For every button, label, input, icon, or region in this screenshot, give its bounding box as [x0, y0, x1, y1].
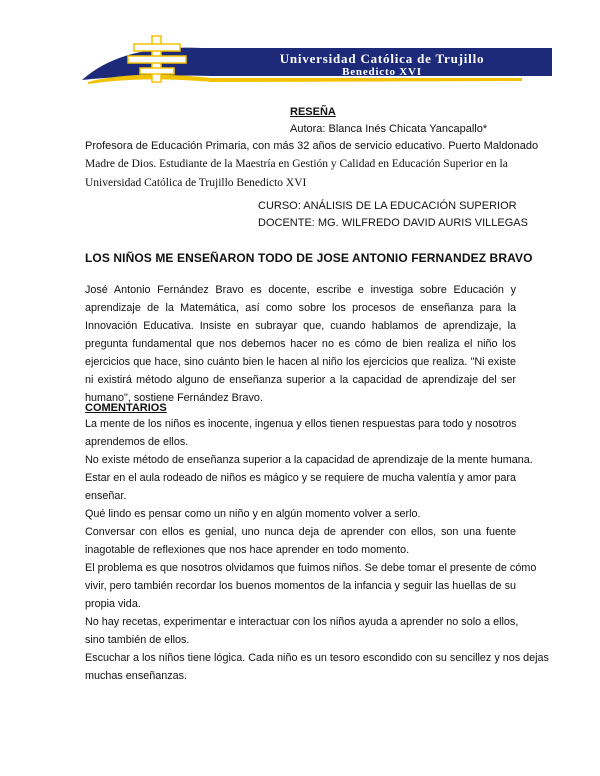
intro-paragraph: José Antonio Fernández Bravo es docente, escribe e investiga sobre Educación y aprendizaje de la Matemática, así como sobre los procesos de enseñanza para la Innovación Educativa. Insiste en subrayar que, cuando hablamos de aprendizaje, la pregunta fundamental que nos debemos hacer no es cómo de bien realiza el niño los ejercicios que hace, sino cuánto bien le hacen al niño los ejercicios que realiza. "Ni existe ni existirá método alguno de enseñanza superior a la capacidad de aprendizaje del ser humano", sostiene Fernández Bravo.	[85, 284, 516, 404]
comment-line: muchas enseñanzas.	[85, 670, 188, 682]
comment-line: vivir, pero también recordar los buenos momentos de la infancia y seguir las huellas de su	[85, 580, 516, 592]
bio-line-1: Profesora de Educación Primaria, con más 32 años de servicio educativo. Puerto Maldonado	[85, 140, 539, 152]
comment-line: inagotable de reflexiones que nos hace aprender en todo momento.	[85, 544, 410, 556]
comment-line: sino también de ellos.	[85, 634, 190, 646]
comment-line: Conversar con ellos es genial, uno nunca deja de aprender con ellos, son una fuente	[85, 526, 516, 538]
comment-line: La mente de los niños es inocente, ingenua y ellos tienen respuestas para todo y nosotros	[85, 418, 517, 430]
teacher-line: DOCENTE: MG. WILFREDO DAVID AURIS VILLEGAS	[258, 217, 528, 229]
comment-line: No hay recetas, experimentar e interactuar con los niños ayuda a aprender no solo a ellos,	[85, 616, 519, 628]
bio-line-3: Universidad Católica de Trujillo Benedicto XVI	[85, 177, 307, 189]
author-line: Autora: Blanca Inés Chicata Yancapallo*	[290, 123, 488, 135]
comment-line: Qué lindo es pensar como un niño y en algún momento volver a serlo.	[85, 508, 421, 520]
comments-heading: COMENTARIOS	[85, 402, 167, 414]
comment-line: El problema es que nosotros olvidamos que fuimos niños. Se debe tomar el presente de cómo	[85, 562, 537, 574]
comment-line: enseñar.	[85, 490, 127, 502]
article-title: LOS NIÑOS ME ENSEÑARON TODO DE JOSE ANTONIO FERNANDEZ BRAVO	[85, 251, 533, 265]
course-line: CURSO: ANÁLISIS DE LA EDUCACIÓN SUPERIOR	[258, 200, 517, 212]
comment-line: Estar en el aula rodeado de niños es mágico y se requiere de mucha valentía y amor para	[85, 472, 516, 484]
bio-line-2: Madre de Dios. Estudiante de la Maestría en Gestión y Calidad en Educación Superior en la	[85, 158, 508, 170]
comment-line: propia vida.	[85, 598, 141, 610]
resena-heading: RESEÑA	[290, 106, 336, 118]
logo-text-line1: Universidad Católica de Trujillo	[279, 51, 485, 66]
comment-line: Escuchar a los niños tiene lógica. Cada niño es un tesoro escondido con su sencillez y nos dejas	[85, 652, 549, 664]
comment-line: No existe método de enseñanza superior a la capacidad de aprendizaje de la mente humana.	[85, 454, 533, 466]
comment-line: aprendemos de ellos.	[85, 436, 189, 448]
logo-text-line2: Benedicto XVI	[342, 66, 422, 78]
university-logo	[82, 30, 552, 86]
university-header-logo	[82, 30, 552, 86]
